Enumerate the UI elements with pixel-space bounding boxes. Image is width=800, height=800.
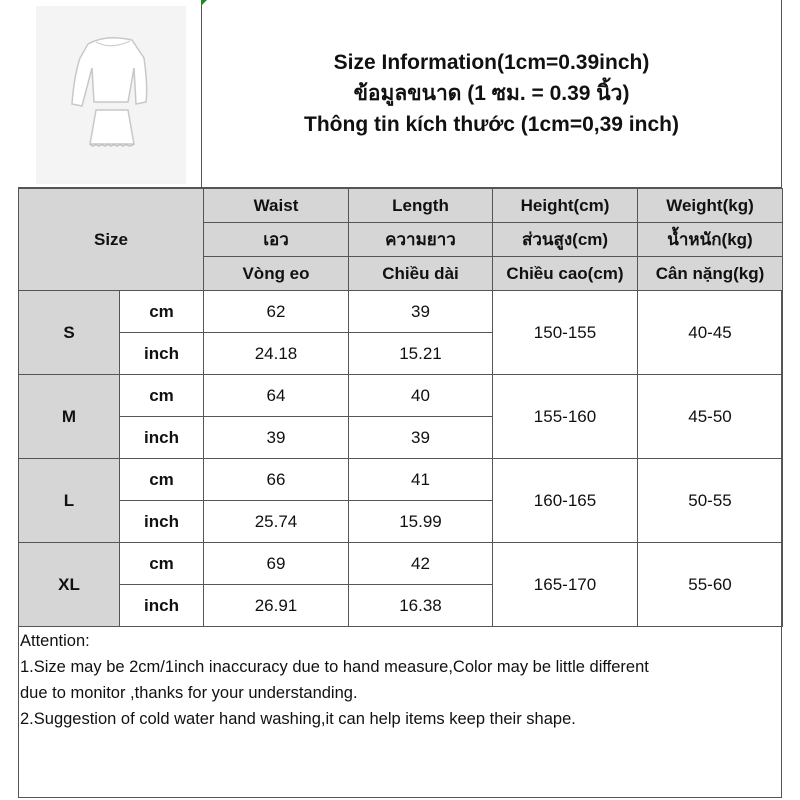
col-height-vi: Chiều cao(cm) (493, 257, 638, 291)
height-range: 155-160 (493, 375, 638, 459)
product-photo (18, 0, 202, 187)
col-waist-th: เอว (204, 223, 349, 257)
title-thai: ข้อมูลขนาด (1 ซม. = 0.39 นิ้ว) (353, 82, 630, 105)
table-row (19, 543, 783, 585)
length-inch: 15.21 (349, 333, 493, 375)
col-weight-vi: Cân nặng(kg) (638, 257, 783, 291)
col-height-th: ส่วนสูง(cm) (493, 223, 638, 257)
waist-cm: 64 (204, 375, 349, 417)
size-info-title (202, 0, 781, 187)
waist-inch: 25.74 (204, 501, 349, 543)
size-label: L (19, 459, 120, 543)
length-inch: 16.38 (349, 585, 493, 627)
col-weight-th: น้ำหนัก(kg) (638, 223, 783, 257)
title-vietnamese: Thông tin kích thước (1cm=0,39 inch) (304, 113, 679, 136)
col-weight: Weight(kg) (638, 189, 783, 223)
attention-notes (20, 628, 780, 732)
waist-cm: 66 (204, 459, 349, 501)
col-height: Height(cm) (493, 189, 638, 223)
header-row-english (19, 189, 783, 223)
unit-label: cm (120, 543, 204, 585)
waist-cm: 62 (204, 291, 349, 333)
waist-inch: 39 (204, 417, 349, 459)
note-line: due to monitor ,thanks for your understanding. (20, 684, 358, 702)
height-range: 150-155 (493, 291, 638, 375)
size-table (18, 188, 783, 627)
waist-inch: 24.18 (204, 333, 349, 375)
weight-range: 45-50 (638, 375, 783, 459)
length-cm: 42 (349, 543, 493, 585)
size-label: XL (19, 543, 120, 627)
size-label: S (19, 291, 120, 375)
waist-cm: 69 (204, 543, 349, 585)
weight-range: 40-45 (638, 291, 783, 375)
unit-label: inch (120, 501, 204, 543)
size-heading: Size (19, 189, 204, 291)
weight-range: 55-60 (638, 543, 783, 627)
unit-label: inch (120, 417, 204, 459)
note-line: 2.Suggestion of cold water hand washing,it can help items keep their shape. (20, 710, 576, 728)
length-inch: 15.99 (349, 501, 493, 543)
size-label: M (19, 375, 120, 459)
unit-label: inch (120, 585, 204, 627)
length-cm: 40 (349, 375, 493, 417)
waist-inch: 26.91 (204, 585, 349, 627)
product-photo-image (36, 6, 186, 184)
col-length-vi: Chiều dài (349, 257, 493, 291)
col-waist-vi: Vòng eo (204, 257, 349, 291)
length-cm: 39 (349, 291, 493, 333)
title-english: Size Information(1cm=0.39inch) (333, 51, 650, 74)
unit-label: cm (120, 375, 204, 417)
length-cm: 41 (349, 459, 493, 501)
length-inch: 39 (349, 417, 493, 459)
table-row (19, 375, 783, 417)
notes-heading: Attention: (20, 632, 90, 650)
col-length-th: ความยาว (349, 223, 493, 257)
col-waist: Waist (204, 189, 349, 223)
header-section (18, 0, 782, 188)
note-line: 1.Size may be 2cm/1inch inaccuracy due to hand measure,Color may be little different (20, 658, 649, 676)
table-row (19, 459, 783, 501)
height-range: 165-170 (493, 543, 638, 627)
unit-label: cm (120, 459, 204, 501)
height-range: 160-165 (493, 459, 638, 543)
col-length: Length (349, 189, 493, 223)
unit-label: inch (120, 333, 204, 375)
unit-label: cm (120, 291, 204, 333)
weight-range: 50-55 (638, 459, 783, 543)
table-row (19, 291, 783, 333)
